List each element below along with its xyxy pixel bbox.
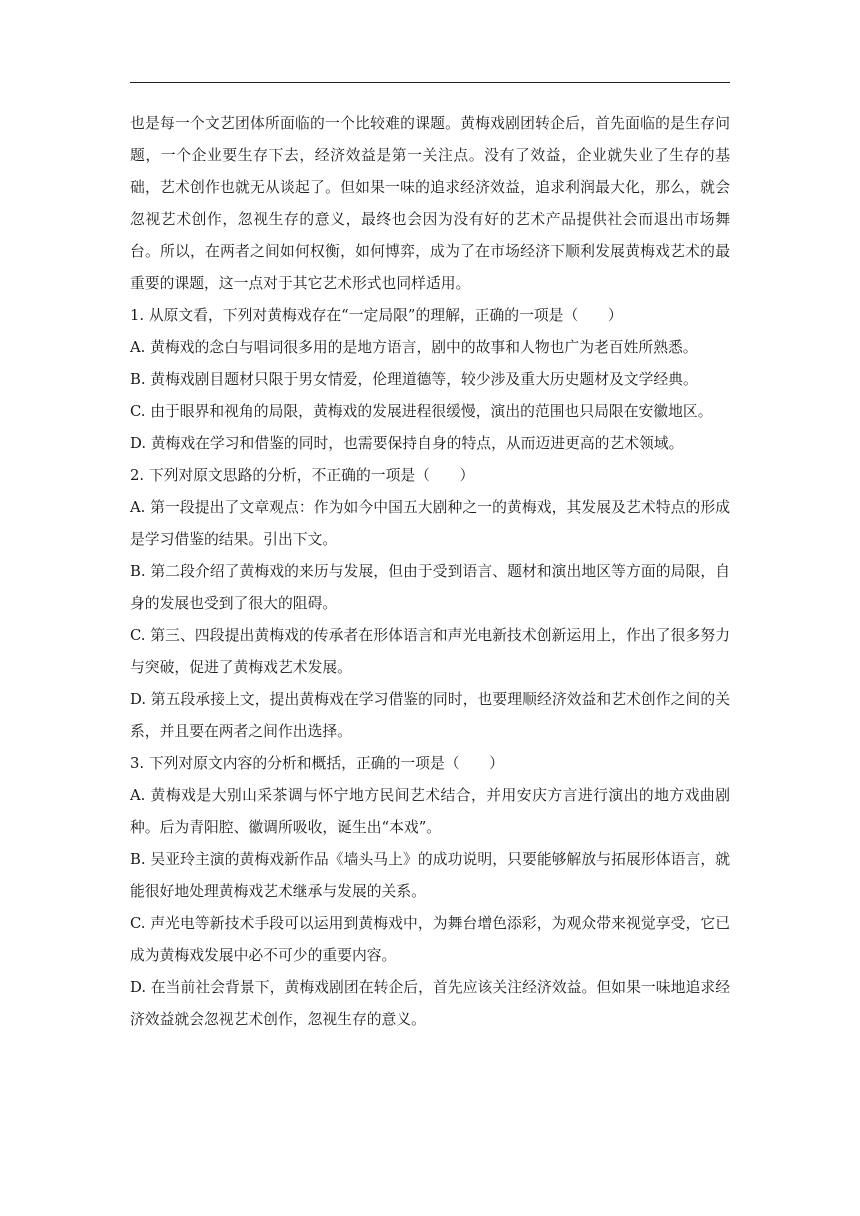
option-c: C. 第三、四段提出黄梅戏的传承者在形体语言和声光电新技术创新运用上，作出了很多努力与突破，促进了黄梅戏艺术发展。	[130, 627, 730, 676]
question-stem: 3. 下列对原文内容的分析和概括，正确的一项是（ ）	[130, 755, 504, 772]
option-b: B. 吴亚玲主演的黄梅戏新作品《墙头马上》的成功说明，只要能够解放与拓展形体语言，就能很好地处理黄梅戏艺术继承与发展的关系。	[130, 851, 730, 900]
question-stem: 2. 下列对原文思路的分析，不正确的一项是（ ）	[130, 467, 475, 484]
option-a: A. 第一段提出了文章观点：作为如今中国五大剧种之一的黄梅戏，其发展及艺术特点的形成是学习借鉴的结果。引出下文。	[130, 499, 730, 548]
option-b: B. 第二段介绍了黄梅戏的来历与发展，但由于受到语言、题材和演出地区等方面的局限，自身的发展也受到了很大的阻碍。	[130, 563, 730, 612]
option-c: C. 声光电等新技术手段可以运用到黄梅戏中，为舞台增色添彩，为观众带来视觉享受，它已成为黄梅戏发展中必不可少的重要内容。	[130, 915, 730, 964]
question-3	[130, 748, 730, 1036]
header-rule	[130, 82, 730, 83]
question-2	[130, 460, 730, 748]
option-a: A. 黄梅戏的念白与唱词很多用的是地方语言，剧中的故事和人物也广为老百姓所熟悉。	[130, 339, 698, 356]
passage-paragraph: 也是每一个文艺团体所面临的一个比较难的课题。黄梅戏剧团转企后，首先面临的是生存问题，一个企业要生存下去，经济效益是第一关注点。没有了效益，企业就失业了生存的基础，艺术创作也就无从谈起了。但如果一味的追求经济效益，追求利润最大化，那么，就会忽视艺术创作，忽视生存的意义，最终也会因为没有好的艺术产品提供社会而退出市场舞台。所以，在两者之间如何权衡，如何博弈，成为了在市场经济下顺利发展黄梅戏艺术的最重要的课题，这一点对于其它艺术形式也同样适用。	[130, 115, 730, 292]
option-c: C. 由于眼界和视角的局限，黄梅戏的发展进程很缓慢，演出的范围也只局限在安徽地区。	[130, 403, 713, 420]
option-d: D. 在当前社会背景下，黄梅戏剧团在转企后，首先应该关注经济效益。但如果一味地追求经济效益就会忽视艺术创作，忽视生存的意义。	[130, 979, 730, 1028]
option-d: D. 第五段承接上文，提出黄梅戏在学习借鉴的同时，也要理顺经济效益和艺术创作之间的关系，并且要在两者之间作出选择。	[130, 691, 730, 740]
question-1	[130, 300, 730, 460]
option-a: A. 黄梅戏是大别山采茶调与怀宁地方民间艺术结合，并用安庆方言进行演出的地方戏曲剧种。后为青阳腔、徽调所吸收，诞生出“本戏”。	[130, 787, 730, 836]
document-body	[130, 108, 730, 1036]
option-b: B. 黄梅戏剧目题材只限于男女情爱，伦理道德等，较少涉及重大历史题材及文学经典。	[130, 371, 698, 388]
question-stem: 1. 从原文看，下列对黄梅戏存在“一定局限”的理解，正确的一项是（ ）	[130, 307, 623, 324]
option-d: D. 黄梅戏在学习和借鉴的同时，也需要保持自身的特点，从而迈进更高的艺术领域。	[130, 435, 684, 452]
